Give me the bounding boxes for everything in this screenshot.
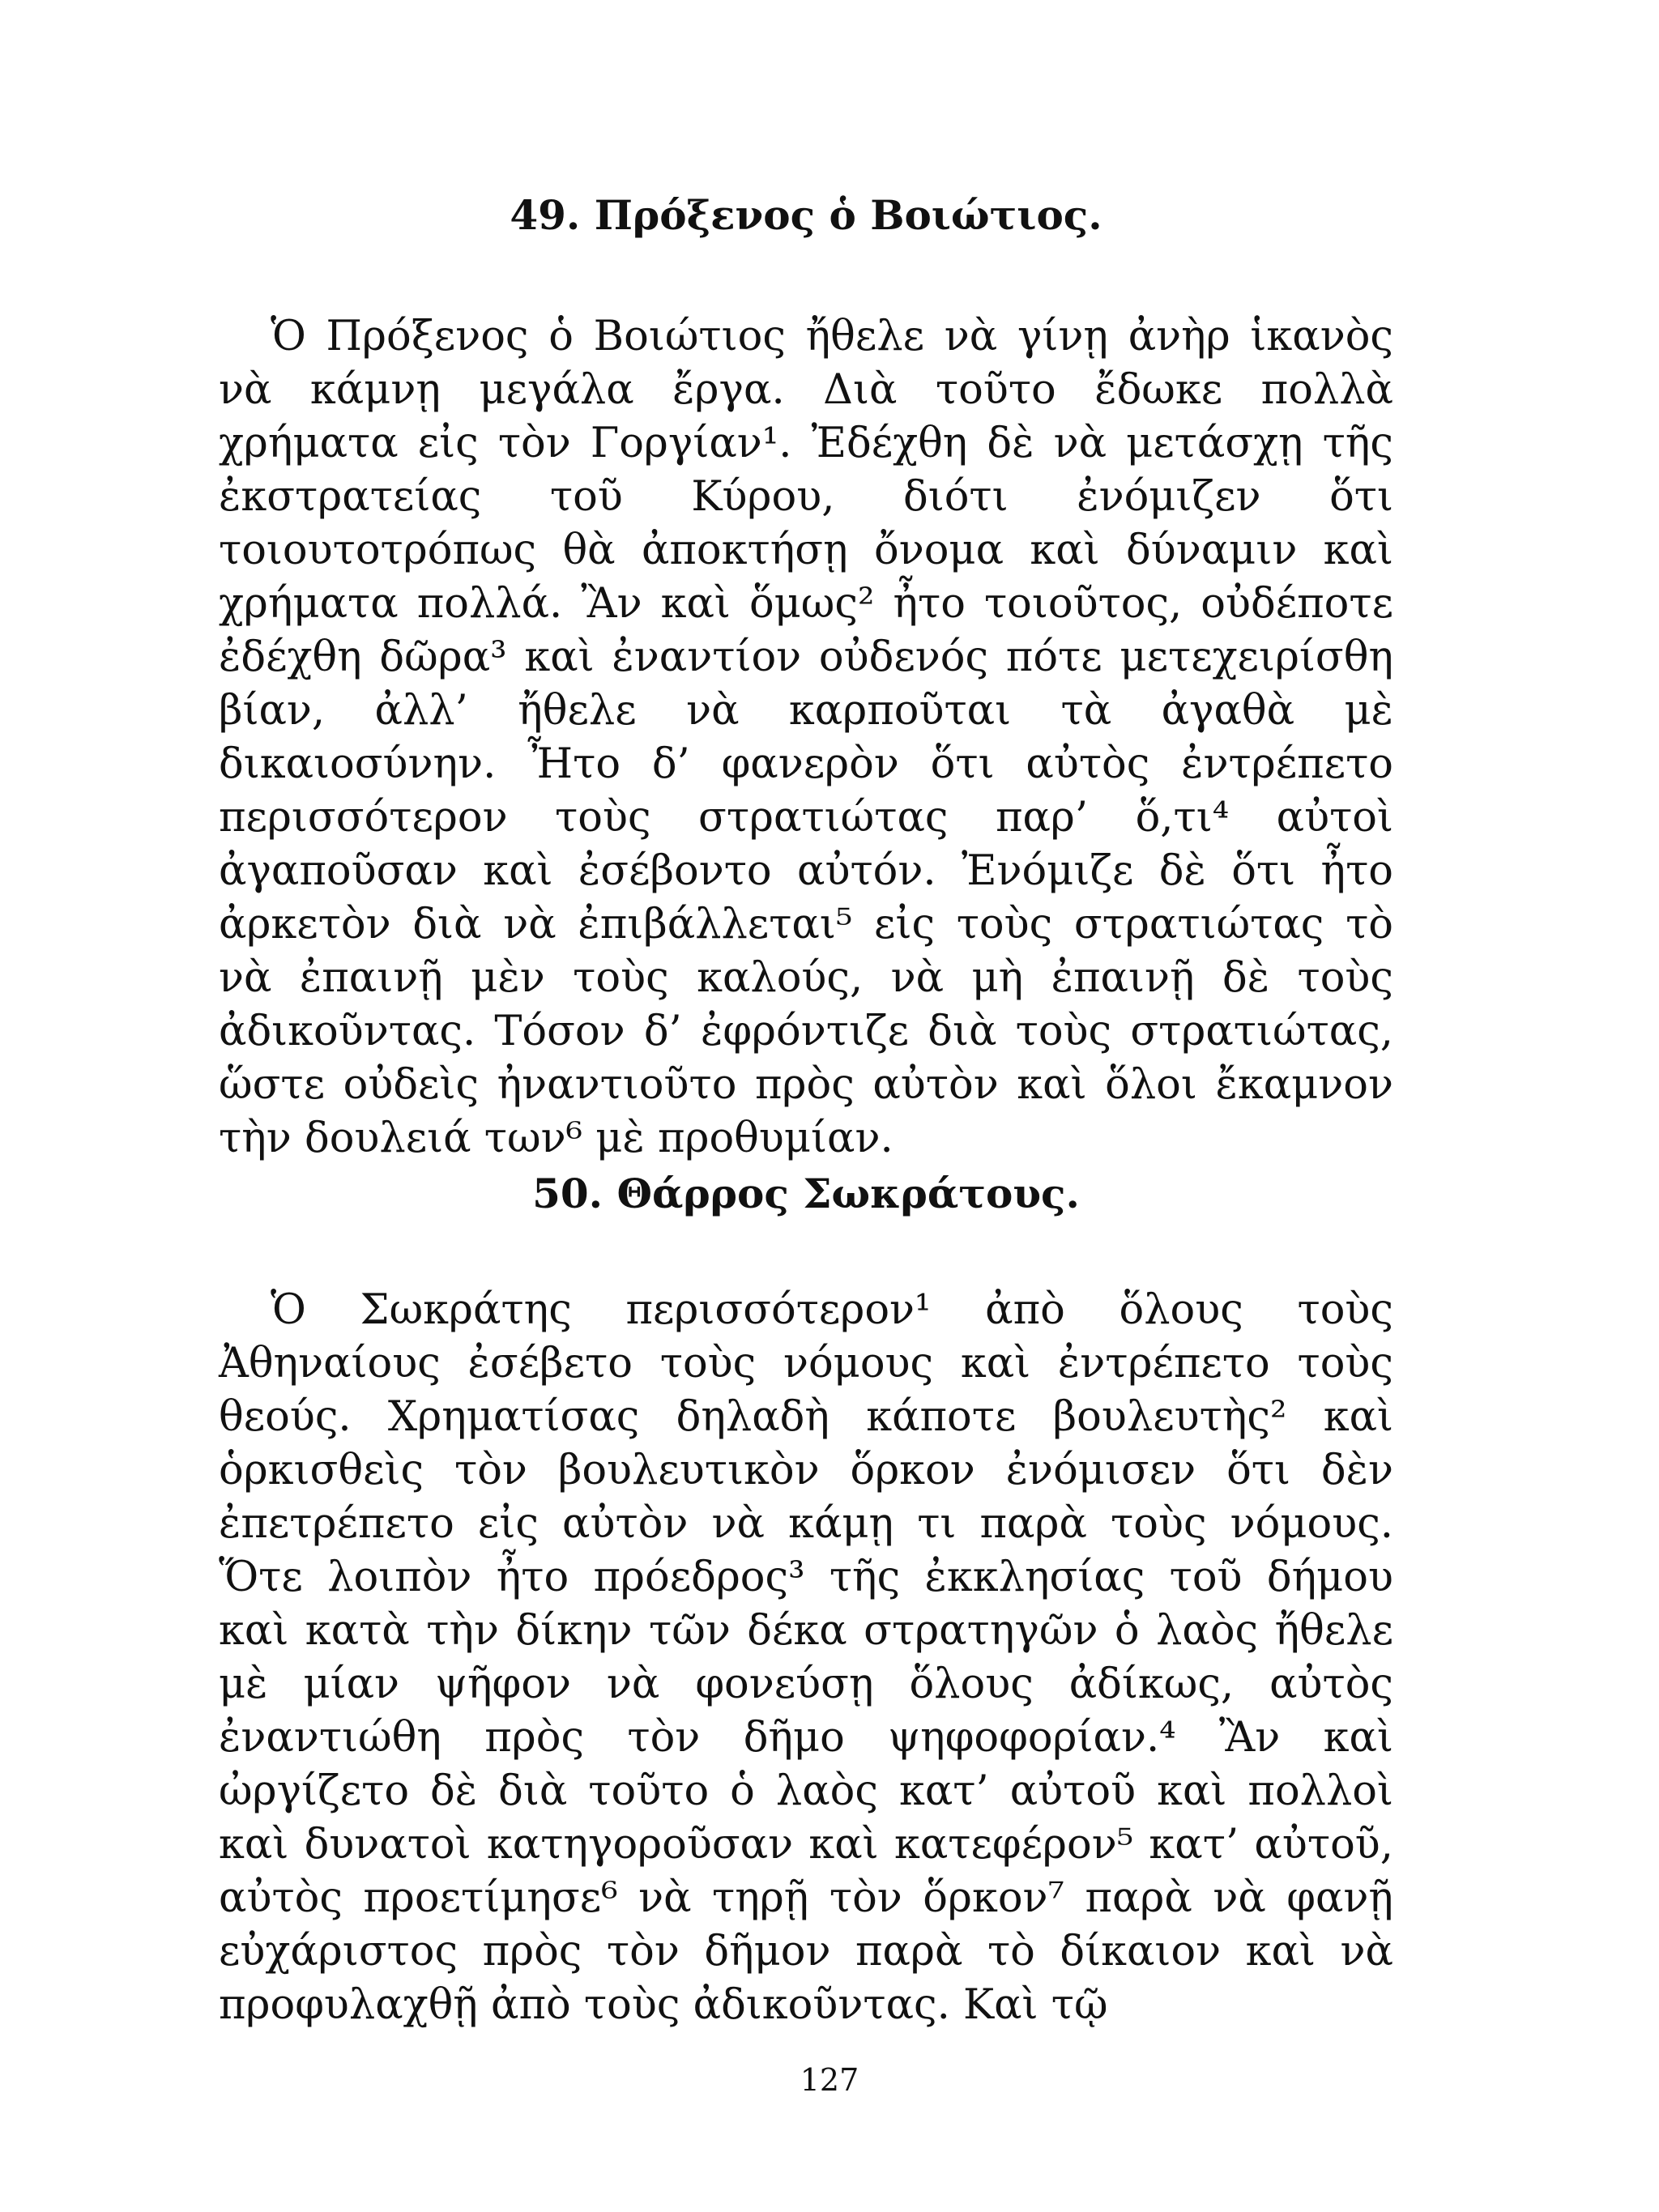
section-paragraph-50: Ὁ Σωκράτης περισσότερον¹ ἀπὸ ὅλους τοὺς Ἀθηναίους ἐσέβετο τοὺς νόμους καὶ ἐντρέπετο τοὺς θεούς. Χρηματίσας δηλαδὴ κάποτε βουλευτὴς² καὶ ὁρκισθεὶς τὸν βουλευτικὸν ὅρκον ἐνόμισεν ὅτι δὲν ἐπετρέπετο εἰς αὐτὸν νὰ κάμῃ τι παρὰ τοὺς νόμους. Ὅτε λοιπὸν ἦτο πρόεδρος³ τῆς ἐκκλησίας τοῦ δήμου καὶ κατὰ τὴν δίκην τῶν δέκα στρατηγῶν ὁ λαὸς ἤθελε μὲ μίαν ψῆφον νὰ φονεύσῃ ὅλους ἀδίκως, αὐτὸς ἐναντιώθη πρὸς τὸν δῆμο ψηφοφορίαν.⁴ Ἂν καὶ ὠργίζετο δὲ διὰ τοῦτο ὁ λαὸς κατ’ αὐτοῦ καὶ πολλοὶ καὶ δυνατοὶ κατηγοροῦσαν καὶ κατεφέρον⁵ κατ’ αὐτοῦ, αὐτὸς προετίμησε⁶ νὰ τηρῇ τὸν ὅρκον⁷ παρὰ νὰ φανῇ εὐχάριστος πρὸς τὸν δῆμον παρὰ τὸ δίκαιον καὶ νὰ προφυλαχθῇ ἀπὸ τοὺς ἀδικοῦντας. Καὶ τῷ	[219, 1286, 1393, 2029]
section-title-49: 49. Πρόξενος ὁ Βοιώτιος.	[510, 191, 1102, 239]
section-title-50: 50. Θάρρος Σωκράτους.	[532, 1170, 1080, 1217]
page-number: 127	[800, 2062, 859, 2098]
section-paragraph-49: Ὁ Πρόξενος ὁ Βοιώτιος ἤθελε νὰ γίνῃ ἀνὴρ ἱκανὸς νὰ κάμνῃ μεγάλα ἔργα. Διὰ τοῦτο ἔδωκε πολλὰ χρήματα εἰς τὸν Γοργίαν¹. Ἐδέχθη δὲ νὰ μετάσχῃ τῆς ἐκστρατείας τοῦ Κύρου, διότι ἐνόμιζεν ὅτι τοιουτοτρόπως θὰ ἀποκτήσῃ ὄνομα καὶ δύναμιν καὶ χρήματα πολλά. Ἂν καὶ ὅμως² ἦτο τοιοῦτος, οὐδέποτε ἐδέχθη δῶρα³ καὶ ἐναντίον οὐδενός πότε μετεχειρίσθη βίαν, ἀλλ’ ἤθελε νὰ καρποῦται τὰ ἀγαθὰ μὲ δικαιοσύνην. Ἦτο δ’ φανερὸν ὅτι αὐτὸς ἐντρέπετο περισσότερον τοὺς στρατιώτας παρ’ ὅ,τι⁴ αὐτοὶ ἀγαποῦσαν καὶ ἐσέβοντο αὐτόν. Ἐνόμιζε δὲ ὅτι ἦτο ἀρκετὸν διὰ νὰ ἐπιβάλλεται⁵ εἰς τοὺς στρατιώτας τὸ νὰ ἐπαινῇ μὲν τοὺς καλούς, νὰ μὴ ἐπαινῇ δὲ τοὺς ἀδικοῦντας. Τόσον δ’ ἐφρόντιζε διὰ τοὺς στρατιώτας, ὥστε οὐδεὶς ἠναντιοῦτο πρὸς αὐτὸν καὶ ὅλοι ἔκαμνον τὴν δουλειά των⁶ μὲ προθυμίαν.	[219, 313, 1393, 1162]
